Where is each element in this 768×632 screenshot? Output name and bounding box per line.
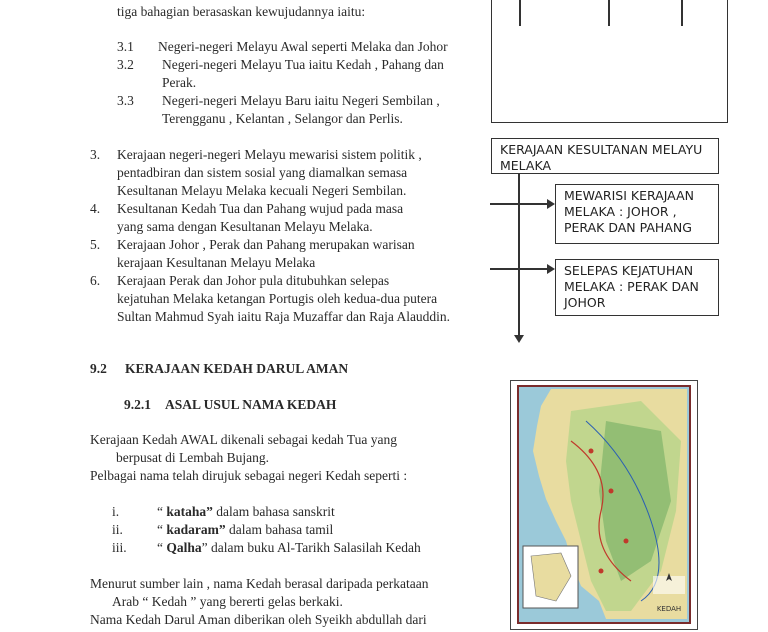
diagram-main-label: KERAJAAN KESULTANAN MELAYU MELAKA bbox=[500, 142, 703, 173]
subitem-3-2-text-cont: Perak. bbox=[162, 75, 197, 90]
name-iii-desc: ” dalam buku Al-Tarikh Salasilah Kedah bbox=[201, 540, 421, 555]
intro-text: tiga bahagian berasaskan kewujudannya iaitu: bbox=[117, 4, 366, 19]
name-i-number: i. bbox=[112, 504, 120, 519]
point-4-number: 4. bbox=[90, 201, 101, 216]
diagram-vertical-line bbox=[518, 174, 520, 336]
point-6-line-1: Kerajaan Perak dan Johor pula ditubuhkan selepas bbox=[117, 273, 390, 288]
subitem-3-1-number: 3.1 bbox=[117, 39, 134, 54]
diagram-box-after-fall bbox=[555, 259, 719, 316]
top-diagram-frame bbox=[491, 0, 728, 123]
diagram-arrow-2-line bbox=[490, 268, 548, 270]
para1-line-1: Kerajaan Kedah AWAL dikenali sebagai kedah Tua yang bbox=[90, 432, 397, 447]
point-6-number: 6. bbox=[90, 273, 101, 288]
top-diagram-tick-1 bbox=[519, 0, 521, 26]
kedah-map-caption: KEDAH bbox=[656, 605, 682, 613]
point-5-line-1: Kerajaan Johor , Perak dan Pahang merupakan warisan bbox=[117, 237, 415, 252]
name-i-term: kataha” bbox=[166, 504, 213, 519]
point-3-line-1: Kerajaan negeri-negeri Melayu mewarisi sistem politik , bbox=[117, 147, 422, 162]
para2-line-1: Menurut sumber lain , nama Kedah berasal daripada perkataan bbox=[90, 576, 429, 591]
subitem-3-3-text: Negeri-negeri Melayu Baru iaitu Negeri Sembilan , bbox=[162, 93, 440, 108]
section-number: 9.2 bbox=[90, 361, 107, 376]
name-i-item: “ kataha” dalam bahasa sanskrit bbox=[157, 504, 335, 519]
name-iii-item: “ Qalha” dalam buku Al-Tarikh Salasilah Kedah bbox=[157, 540, 421, 555]
kedah-map bbox=[510, 380, 698, 630]
diagram-box-after-fall-label: SELEPAS KEJATUHAN MELAKA : PERAK DAN JOHOR bbox=[564, 263, 699, 310]
subitem-3-1-text: Negeri-negeri Melayu Awal seperti Melaka dan Johor bbox=[158, 39, 448, 54]
point-6-line-3: Sultan Mahmud Syah iaitu Raja Muzaffar dan Raja Alauddin. bbox=[117, 309, 451, 324]
subitem-3-2-number: 3.2 bbox=[117, 57, 134, 72]
point-3-number: 3. bbox=[90, 147, 101, 162]
para1-line-3: Pelbagai nama telah dirujuk sebagai negeri Kedah seperti : bbox=[90, 468, 408, 483]
name-ii-number: ii. bbox=[112, 522, 123, 537]
top-diagram-tick-3 bbox=[681, 0, 683, 26]
diagram-arrow-2-head bbox=[547, 264, 555, 274]
name-iii-term: Qalha bbox=[166, 540, 202, 555]
kedah-map-image bbox=[511, 381, 696, 628]
point-5-number: 5. bbox=[90, 237, 101, 252]
top-diagram-tick-2 bbox=[608, 0, 610, 26]
point-3-line-2: pentadbiran dan sistem sosial yang diamalkan semasa bbox=[117, 165, 408, 180]
point-4-line-2: yang sama dengan Kesultanan Melayu Melaka. bbox=[117, 219, 373, 234]
point-5-line-2: kerajaan Kesultanan Melayu Melaka bbox=[117, 255, 316, 270]
subitem-3-3-number: 3.3 bbox=[117, 93, 134, 108]
name-ii-desc: dalam bahasa tamil bbox=[225, 522, 334, 537]
point-3-line-3: Kesultanan Melayu Melaka kecuali Negeri Sembilan. bbox=[117, 183, 407, 198]
point-6-line-2: kejatuhan Melaka ketangan Portugis oleh kedua-dua putera bbox=[117, 291, 438, 306]
subitem-3-3-text-cont: Terengganu , Kelantan , Selangor dan Perlis. bbox=[162, 111, 403, 126]
para2-line-3: Nama Kedah Darul Aman diberikan oleh Syeikh abdullah dari bbox=[90, 612, 427, 627]
name-i-desc: dalam bahasa sanskrit bbox=[212, 504, 335, 519]
name-ii-item: “ kadaram” dalam bahasa tamil bbox=[157, 522, 334, 537]
section-title: KERAJAAN KEDAH DARUL AMAN bbox=[125, 361, 349, 376]
para1-line-2: berpusat di Lembah Bujang. bbox=[116, 450, 269, 465]
para2-line-2: Arab “ Kedah ” yang bererti gelas berkaki. bbox=[112, 594, 343, 609]
point-4-line-1: Kesultanan Kedah Tua dan Pahang wujud pada masa bbox=[117, 201, 404, 216]
diagram-box-inherit bbox=[555, 184, 719, 244]
diagram-arrow-1-line bbox=[490, 203, 548, 205]
subitem-3-2-text: Negeri-negeri Melayu Tua iaitu Kedah , Pahang dan bbox=[162, 57, 444, 72]
name-iii-number: iii. bbox=[112, 540, 127, 555]
diagram-arrow-1-head bbox=[547, 199, 555, 209]
diagram-main-box bbox=[491, 138, 719, 174]
name-ii-term: kadaram” bbox=[166, 522, 226, 537]
diagram-down-arrowhead bbox=[514, 335, 524, 343]
subsection-title: ASAL USUL NAMA KEDAH bbox=[165, 397, 337, 412]
subsection-number: 9.2.1 bbox=[124, 397, 151, 412]
diagram-box-inherit-label: MEWARISI KERAJAAN MELAKA : JOHOR , PERAK DAN PAHANG bbox=[564, 188, 694, 235]
